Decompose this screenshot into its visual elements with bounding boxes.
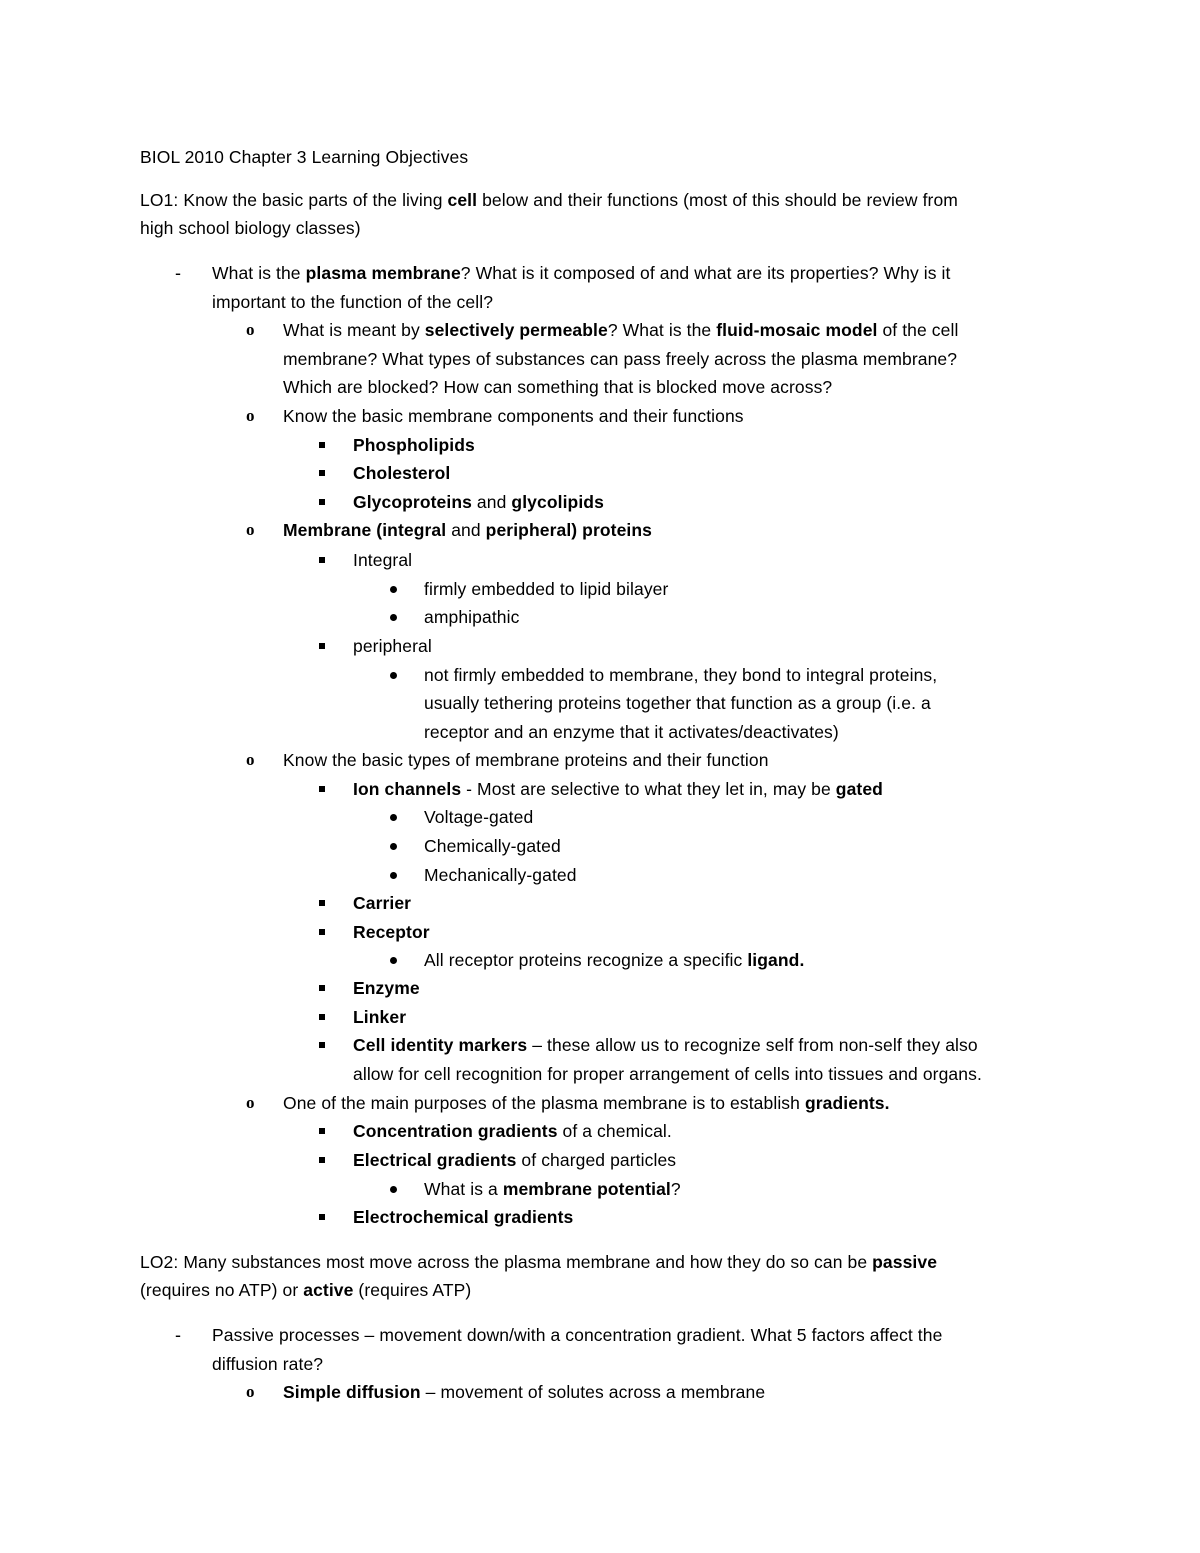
text-run: of charged particles [516,1150,677,1170]
text-run: firmly embedded to lipid bilayer [424,579,669,599]
square-bullet-icon [319,985,325,991]
bold-term: glycolipids [511,492,604,512]
square-bullet-icon [319,1014,325,1020]
line-text [353,889,411,917]
circle-bullet-icon: o [246,520,255,539]
bold-term: gradients. [804,1093,890,1113]
square-bullet-icon [319,643,325,649]
text-run: What is the [212,263,306,283]
text-run: ? What is the [607,320,717,340]
line-text [140,1276,471,1304]
text-run: : Know the basic parts of the living [173,190,448,210]
line-text [283,1378,765,1406]
bold-term: plasma membrane [305,263,461,283]
circle-bullet-icon: o [246,750,255,769]
line-text [353,1031,978,1059]
square-bullet-icon [319,1042,325,1048]
document-line [0,946,1200,974]
text-run: What is meant by [283,320,425,340]
bold-term: Ion channels [353,779,462,799]
dash-bullet-icon: - [175,1325,182,1345]
bold-term: Electrical gradients [353,1150,517,1170]
document-line [0,1089,1200,1117]
bold-term: fluid-mosaic model [716,320,878,340]
dot-bullet-icon [390,614,397,621]
line-text [424,689,931,717]
document-line [0,603,1200,631]
line-text [283,402,744,430]
line-text [283,516,652,544]
line-text [353,488,604,516]
line-text [283,746,769,774]
document-line [0,1350,1200,1378]
document-line [0,689,1200,717]
circle-bullet-icon: o [246,406,255,425]
bold-term: Electrochemical gradients [353,1207,574,1227]
text-run: Mechanically-gated [424,865,577,885]
text-run: of a chemical. [557,1121,672,1141]
square-bullet-icon [319,900,325,906]
document-line [0,1203,1200,1231]
text-run: below and their functions (most of this should be review from [477,190,958,210]
document-line [0,861,1200,889]
bold-term: ligand. [747,950,805,970]
text-run: Chemically-gated [424,836,561,856]
square-bullet-icon [319,470,325,476]
square-bullet-icon [319,1214,325,1220]
document-line [0,832,1200,860]
square-bullet-icon [319,786,325,792]
line-text [424,832,561,860]
text-run: Passive processes – movement down/with a concentration gradient. What 5 factors affect the [212,1325,943,1345]
document-line [0,918,1200,946]
line-text [424,718,839,746]
text-run: of the cell [877,320,959,340]
line-text [353,632,432,660]
document-line [0,1276,1200,1304]
line-text [140,1248,937,1276]
line-text [424,603,519,631]
text-run: diffusion rate? [212,1354,324,1374]
text-run: membrane? What types of substances can pass freely across the plasma membrane? [283,349,958,369]
text-run: : Many substances most move across the plasma membrane and how they do so can be [173,1252,873,1272]
text-run: (requires no ATP) or [140,1280,304,1300]
square-bullet-icon [319,557,325,563]
line-text [353,1203,573,1231]
document-line [0,1175,1200,1203]
document-title: BIOL 2010 Chapter 3 Learning Objectives [140,147,469,167]
line-text [424,861,577,889]
square-bullet-icon [319,1128,325,1134]
text-run: - Most are selective to what they let in, may be [461,779,836,799]
document-line [0,1060,1200,1088]
text-run: receptor and an enzyme that it activates/deactivates) [424,722,839,742]
line-text [283,316,958,344]
bold-term: Linker [353,1007,407,1027]
line-text [283,1089,890,1117]
bold-term: selectively permeable [424,320,608,340]
document-line [0,431,1200,459]
line-text [283,345,957,373]
bold-term: Phospholipids [353,435,475,455]
bold-term: passive [872,1252,938,1272]
document-line [0,1117,1200,1145]
line-text [424,661,937,689]
bold-term: gated [835,779,883,799]
text-run: Voltage-gated [424,807,534,827]
line-text [353,1003,406,1031]
bold-term: peripheral) proteins [485,520,653,540]
text-run: ? What is it composed of and what are its properties? Why is it [460,263,951,283]
text-run: LO1 [140,190,174,210]
line-text [212,1321,942,1349]
document-line [0,288,1200,316]
document-line [0,1321,1200,1349]
document-line [0,1378,1200,1406]
document-line [0,259,1200,287]
square-bullet-icon [319,929,325,935]
line-text [353,918,430,946]
document-line [0,316,1200,344]
document-line [0,186,1200,214]
line-text [353,1117,672,1145]
dot-bullet-icon [390,672,397,679]
text-run: One of the main purposes of the plasma membrane is to establish [283,1093,805,1113]
text-run: – movement of solutes across a membrane [420,1382,766,1402]
dot-bullet-icon [390,814,397,821]
square-bullet-icon [319,442,325,448]
line-text [353,431,475,459]
text-run: important to the function of the cell? [212,292,494,312]
circle-bullet-icon: o [246,320,255,339]
dot-bullet-icon [390,1186,397,1193]
dash-bullet-icon: - [175,263,182,283]
line-text [283,373,832,401]
line-text [353,546,412,574]
document-line [0,974,1200,1002]
text-run: Know the basic membrane components and their functions [283,406,744,426]
document-line [0,632,1200,660]
document-line [0,718,1200,746]
document-line [0,775,1200,803]
document-line [0,1003,1200,1031]
document-line [0,373,1200,401]
document-line [0,459,1200,487]
document-line [0,488,1200,516]
document-line [0,546,1200,574]
circle-bullet-icon: o [246,1382,255,1401]
text-run: amphipathic [424,607,520,627]
line-text [140,214,361,242]
text-run: and [446,520,486,540]
bold-term: Concentration gradients [353,1121,558,1141]
text-run: Know the basic types of membrane proteins and their function [283,750,769,770]
line-text [424,803,533,831]
text-run: (requires ATP) [353,1280,472,1300]
bold-term: Glycoproteins [353,492,472,512]
square-bullet-icon [319,499,325,505]
dot-bullet-icon [390,843,397,850]
bold-term: Cell identity markers [353,1035,528,1055]
text-run: All receptor proteins recognize a specific [424,950,748,970]
text-run: – these allow us to recognize self from non-self they also [527,1035,978,1055]
dot-bullet-icon [390,872,397,879]
line-text [424,575,668,603]
document-line [0,214,1200,242]
line-text [212,288,493,316]
square-bullet-icon [319,1157,325,1163]
bold-term: Receptor [353,922,430,942]
circle-bullet-icon: o [246,1093,255,1112]
text-run: allow for cell recognition for proper arrangement of cells into tissues and organs. [353,1064,982,1084]
line-text [353,459,450,487]
text-run: Integral [353,550,413,570]
document-line [0,1146,1200,1174]
document-line [0,889,1200,917]
document-line [0,575,1200,603]
text-run: ? [670,1179,681,1199]
line-text [212,1350,323,1378]
dot-bullet-icon [390,586,397,593]
text-run: high school biology classes) [140,218,361,238]
line-text [353,974,420,1002]
line-text [140,186,958,214]
document-line [0,402,1200,430]
line-text [212,259,951,287]
bold-term: cell [447,190,478,210]
bold-term: active [303,1280,354,1300]
text-run: peripheral [353,636,432,656]
document-line [0,516,1200,544]
text-run: and [471,492,512,512]
document-line [0,661,1200,689]
document-line [0,1031,1200,1059]
line-text [424,1175,681,1203]
text-run: What is a [424,1179,503,1199]
document-line [0,345,1200,373]
text-run: Which are blocked? How can something that is blocked move across? [283,377,833,397]
dot-bullet-icon [390,957,397,964]
document-line [0,1248,1200,1276]
line-text [353,775,883,803]
line-text [424,946,804,974]
text-run: LO2 [140,1252,174,1272]
text-run: not firmly embedded to membrane, they bond to integral proteins, [424,665,938,685]
bold-term: Carrier [353,893,412,913]
bold-term: Enzyme [353,978,420,998]
bold-term: Cholesterol [353,463,451,483]
bold-term: membrane potential [502,1179,671,1199]
bold-term: Simple diffusion [283,1382,421,1402]
document-line [0,746,1200,774]
document-line [0,803,1200,831]
line-text [353,1146,676,1174]
text-run: usually tethering proteins together that function as a group (i.e. a [424,693,931,713]
line-text [353,1060,982,1088]
bold-term: Membrane (integral [283,520,447,540]
